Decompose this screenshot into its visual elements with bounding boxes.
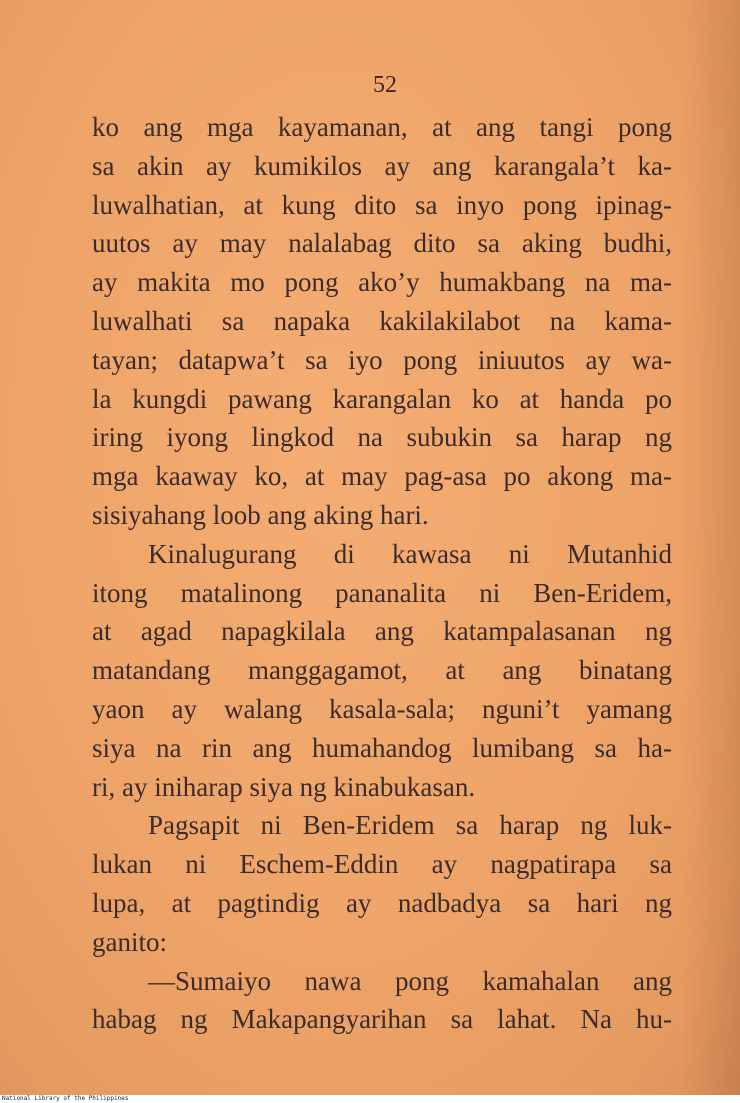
page-number: 52 — [373, 72, 397, 98]
text-line: yaon ay walang kasala-sala; nguni’t yamang — [92, 693, 672, 724]
text-line: siya na rin ang humahandog lumibang sa ha- — [92, 732, 672, 763]
text-line: mga kaaway ko, at may pag-asa po akong ma- — [92, 461, 672, 492]
text-line: ko ang mga kayamanan, at ang tangi pong — [92, 112, 672, 142]
text-line: Kinalugurang di kawasa ni Mutanhid — [148, 538, 672, 569]
text-line: ay makita mo pong ako’y humakbang na ma- — [92, 267, 672, 298]
body-text — [92, 108, 672, 1039]
text-line: luwalhatian, at kung dito sa inyo pong ipinag- — [92, 189, 672, 220]
page-edge-shadow — [680, 0, 740, 1095]
text-line: ri, ay iniharap siya ng kinabukasan. — [92, 771, 476, 802]
text-line: —Sumaiyo nawa pong kamahalan ang — [148, 965, 672, 996]
text-line: habag ng Makapangyarihan sa lahat. Na hu- — [92, 1004, 672, 1035]
text-line: itong matalinong pananalita ni Ben-Eridem, — [92, 577, 672, 608]
text-line: luwalhati sa napaka kakilakilabot na kama- — [92, 305, 672, 336]
text-line: tayan; datapwa’t sa iyo pong iniuutos ay wa- — [92, 344, 672, 375]
text-line: matandang manggagamot, at ang binatang — [92, 655, 672, 686]
text-line: iring iyong lingkod na subukin sa harap ng — [92, 422, 672, 453]
text-line: sa akin ay kumikilos ay ang karangala’t ka- — [92, 150, 672, 181]
text-line: Pagsapit ni Ben-Eridem sa harap ng luk- — [148, 810, 672, 841]
text-line: at agad napagkilala ang katampalasanan ng — [92, 616, 672, 647]
text-line: sisiyahang loob ang aking hari. — [92, 499, 429, 530]
text-line: uutos ay may nalalabag dito sa aking budhi, — [92, 228, 672, 259]
text-line: ganito: — [92, 926, 167, 957]
text-line: la kungdi pawang karangalan ko at handa po — [92, 383, 672, 414]
text-line: lukan ni Eschem-Eddin ay nagpatirapa sa — [92, 849, 672, 880]
text-line: lupa, at pagtindig ay nadbadya sa hari ng — [92, 887, 672, 918]
library-credit: National Library of the Philippines — [2, 1095, 129, 1102]
